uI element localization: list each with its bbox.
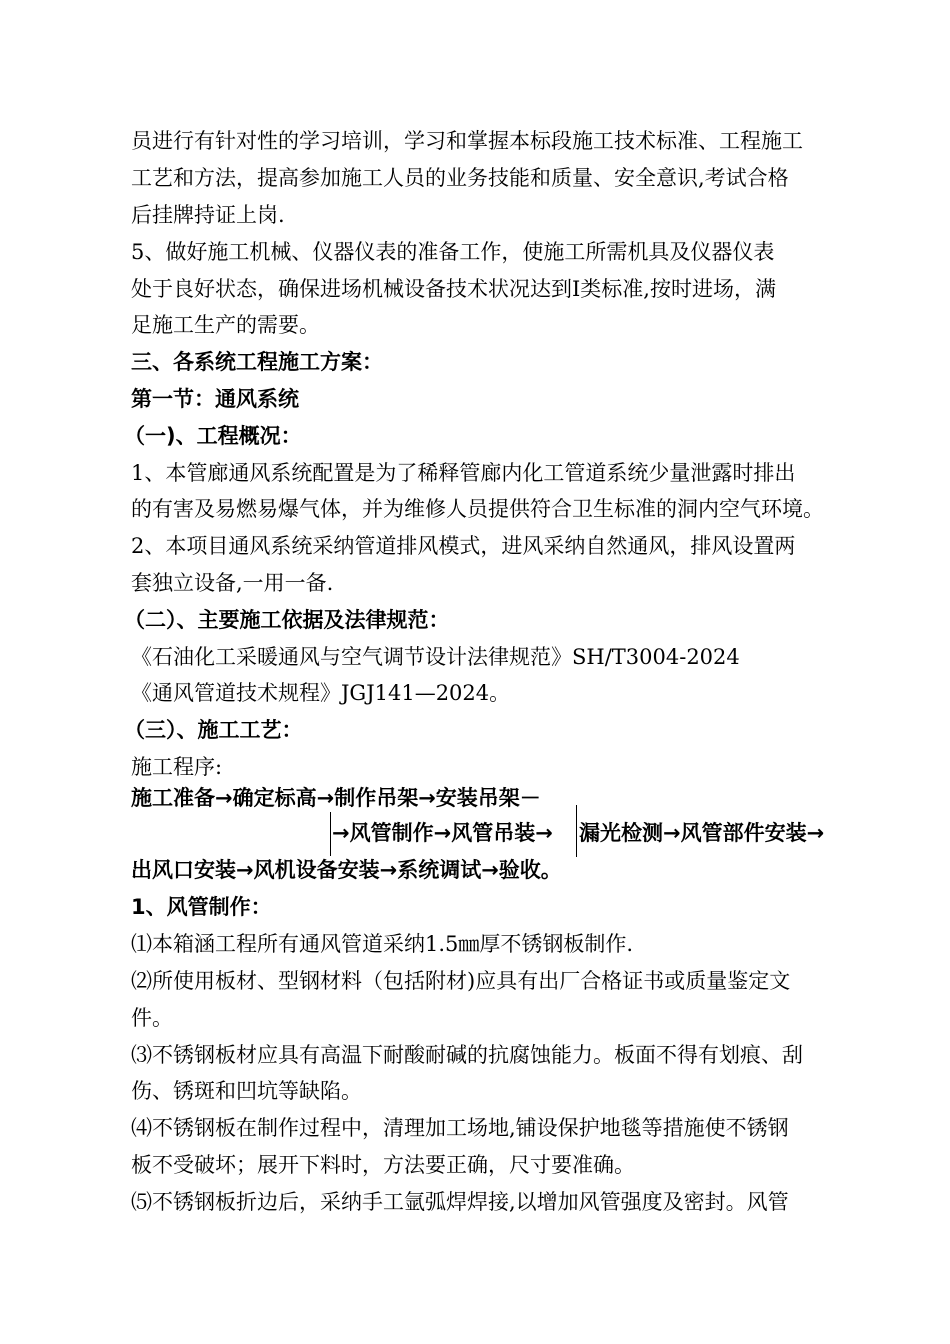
section-heading: 三、各系统工程施工方案：: [131, 350, 383, 374]
body-text-line: 1、本管廊通风系统配置是为了稀释管廊内化工管道系统少量泄露时排出: [131, 461, 796, 485]
body-text-line: 后挂牌持证上岗.: [131, 203, 285, 227]
item-heading: （三）、施工工艺：: [124, 718, 303, 742]
flow-row-2a: →风管制作→风管吊装→: [332, 821, 553, 845]
body-text-line: 5、做好施工机械、仪器仪表的准备工作，使施工所需机具及仪器仪表: [131, 240, 775, 264]
body-text-line: ⑴本箱涵工程所有通风管道采纳1.5㎜厚不锈钢板制作.: [131, 932, 634, 956]
item-heading: （一)、工程概况：: [124, 424, 302, 448]
subsection-heading: 第一节：通风系统: [131, 387, 299, 411]
body-text-line: 2、本项目通风系统采纳管道排风模式，进风采纳自然通风，排风设置两: [131, 534, 796, 558]
body-text-line: 件。: [131, 1006, 173, 1030]
flow-row-1: 施工准备→确定标高→制作吊架→安装吊架－: [131, 786, 541, 810]
body-text-line: 伤、锈斑和凹坑等缺陷。: [131, 1079, 362, 1103]
flow-row-2b: 漏光检测→风管部件安装→: [579, 821, 825, 845]
body-text-line: 足施工生产的需要。: [131, 313, 320, 337]
body-text-line: ⑶不锈钢板材应具有高温下耐酸耐碱的抗腐蚀能力。板面不得有划痕、刮: [131, 1043, 803, 1067]
reference-line: 《石油化工采暖通风与空气调节设计法律规范》SH/T3004-2024: [131, 645, 740, 669]
body-text-line: 工艺和方法，提高参加施工人员的业务技能和质量、安全意识,考试合格: [131, 166, 789, 190]
body-text-line: ⑸不锈钢板折边后，采纳手工氩弧焊焊接,以增加风管强度及密封。风管: [131, 1190, 789, 1214]
body-text-line: ⑷不锈钢板在制作过程中，清理加工场地,铺设保护地毯等措施使不锈钢: [131, 1116, 789, 1140]
body-text-line: 套独立设备,一用一备.: [131, 571, 334, 595]
body-text-line: 的有害及易燃易爆气体，并为维修人员提供符合卫生标准的洞内空气环境。: [131, 497, 824, 521]
body-text-line: ⑵所使用板材、型钢材料（包括附材)应具有出厂合格证书或质量鉴定文: [131, 969, 791, 993]
body-text-line: 施工程序:: [131, 755, 223, 779]
flow-row-3: 出风口安装→风机设备安装→系统调试→验收。: [131, 858, 562, 882]
body-text-line: 板不受破坏；展开下料时，方法要正确，尺寸要准确。: [131, 1153, 635, 1177]
flow-connector-line: [330, 812, 331, 856]
item-heading: 1、风管制作：: [131, 895, 272, 919]
item-heading: （二）、主要施工依据及法律规范：: [124, 608, 450, 632]
flow-connector-line: [576, 805, 577, 857]
body-text-line: 员进行有针对性的学习培训，学习和掌握本标段施工技术标准、工程施工: [131, 129, 803, 153]
reference-line: 《通风管道技术规程》JGJ141—2024。: [131, 681, 511, 705]
body-text-line: 处于良好状态，确保进场机械设备技术状况达到Ⅰ类标准,按时进场，满: [131, 277, 776, 301]
